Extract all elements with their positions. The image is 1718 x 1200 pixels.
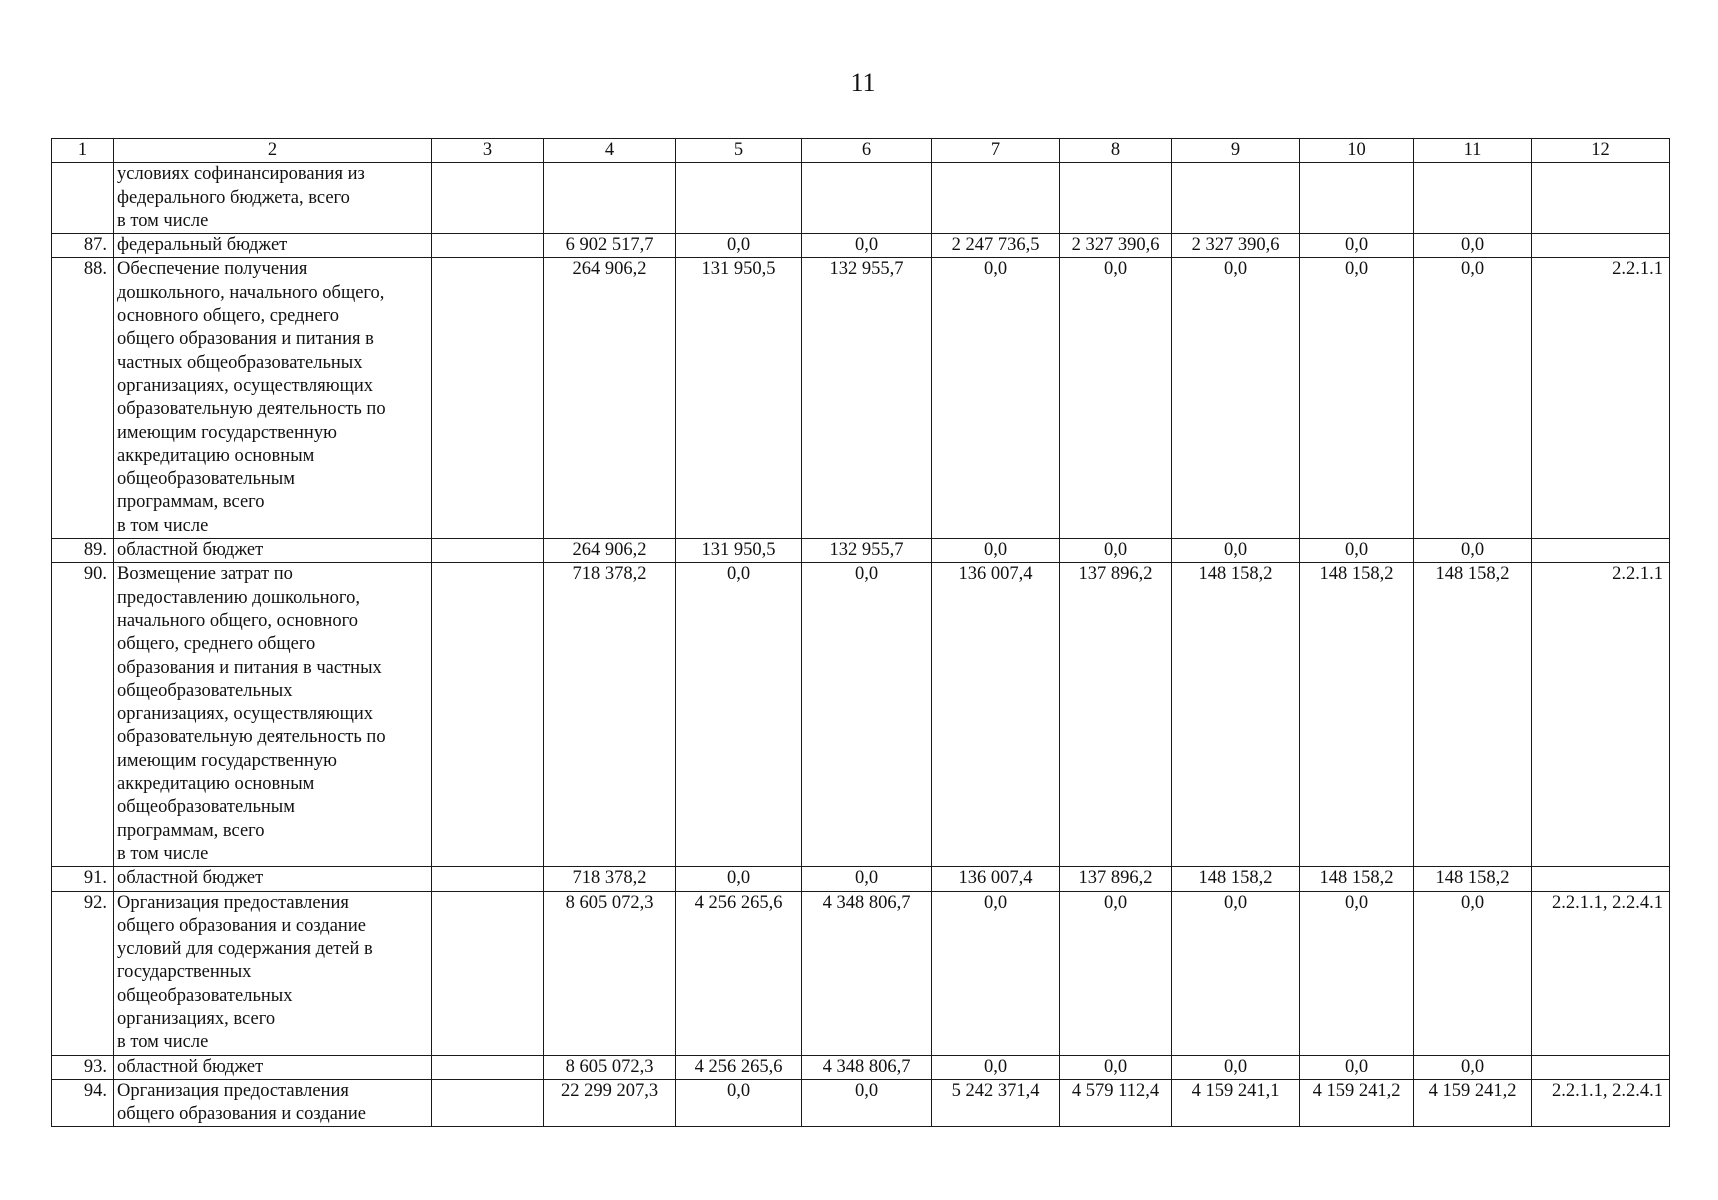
row-value-cell: 22 299 207,3 [544, 1079, 676, 1127]
row-value-cell: 8 605 072,3 [544, 891, 676, 1055]
header-cell: 7 [932, 139, 1060, 163]
header-cell: 9 [1172, 139, 1300, 163]
row-name-cell: Организация предоставления общего образования и создание [114, 1079, 432, 1127]
row-col3-cell [432, 891, 544, 1055]
row-value-cell [1300, 163, 1414, 234]
row-goal-cell [1532, 163, 1670, 234]
row-col3-cell [432, 563, 544, 867]
row-value-cell [1172, 163, 1300, 234]
row-value-cell: 2 327 390,6 [1172, 234, 1300, 258]
header-cell: 12 [1532, 139, 1670, 163]
row-goal-cell [1532, 539, 1670, 563]
row-value-cell: 0,0 [1414, 258, 1532, 539]
row-value-cell: 0,0 [1414, 1055, 1532, 1079]
row-name-cell: областной бюджет [114, 539, 432, 563]
row-value-cell: 0,0 [676, 867, 802, 891]
budget-table [51, 138, 1670, 1127]
row-number-cell: 90. [52, 563, 114, 867]
row-col3-cell [432, 258, 544, 539]
row-value-cell [802, 163, 932, 234]
row-value-cell: 0,0 [1300, 891, 1414, 1055]
row-value-cell: 0,0 [802, 563, 932, 867]
row-goal-cell: 2.2.1.1, 2.2.4.1 [1532, 891, 1670, 1055]
row-value-cell: 0,0 [802, 234, 932, 258]
row-value-cell: 0,0 [1414, 539, 1532, 563]
row-col3-cell [432, 539, 544, 563]
table-row [52, 891, 1670, 1055]
row-value-cell: 264 906,2 [544, 258, 676, 539]
row-name-cell: областной бюджет [114, 1055, 432, 1079]
row-col3-cell [432, 1079, 544, 1127]
row-value-cell: 0,0 [1300, 539, 1414, 563]
header-cell: 10 [1300, 139, 1414, 163]
row-value-cell: 0,0 [1172, 1055, 1300, 1079]
row-value-cell: 0,0 [1300, 234, 1414, 258]
row-value-cell: 0,0 [802, 1079, 932, 1127]
row-number-cell: 88. [52, 258, 114, 539]
row-value-cell: 137 896,2 [1060, 867, 1172, 891]
row-col3-cell [432, 234, 544, 258]
row-value-cell [1414, 163, 1532, 234]
header-cell: 8 [1060, 139, 1172, 163]
table-row [52, 1055, 1670, 1079]
row-value-cell: 0,0 [1300, 258, 1414, 539]
row-value-cell [932, 163, 1060, 234]
row-value-cell: 148 158,2 [1300, 867, 1414, 891]
row-value-cell: 4 348 806,7 [802, 891, 932, 1055]
header-cell: 4 [544, 139, 676, 163]
row-goal-cell [1532, 234, 1670, 258]
row-value-cell: 0,0 [1060, 1055, 1172, 1079]
row-name-cell: Обеспечение получения дошкольного, начального общего, основного общего, среднего общего образования и питания в частных общеобразовательных организациях, осуществляющих образовательную деятельность по имеющим государственную аккредитацию основным общеобразовательным программам, всего в том числе [114, 258, 432, 539]
table-row [52, 867, 1670, 891]
row-value-cell [544, 163, 676, 234]
row-value-cell: 148 158,2 [1172, 867, 1300, 891]
row-value-cell: 5 242 371,4 [932, 1079, 1060, 1127]
header-cell: 5 [676, 139, 802, 163]
page-number: 11 [850, 68, 876, 97]
row-value-cell: 4 256 265,6 [676, 1055, 802, 1079]
table-row [52, 163, 1670, 234]
row-number-cell: 94. [52, 1079, 114, 1127]
row-value-cell: 0,0 [1172, 539, 1300, 563]
row-value-cell: 4 159 241,2 [1414, 1079, 1532, 1127]
row-value-cell: 132 955,7 [802, 258, 932, 539]
header-cell: 2 [114, 139, 432, 163]
row-name-cell: условиях софинансирования из федерального бюджета, всего в том числе [114, 163, 432, 234]
row-value-cell: 4 256 265,6 [676, 891, 802, 1055]
row-goal-cell: 2.2.1.1, 2.2.4.1 [1532, 1079, 1670, 1127]
row-value-cell: 148 158,2 [1414, 867, 1532, 891]
row-number-cell [52, 163, 114, 234]
row-value-cell: 132 955,7 [802, 539, 932, 563]
row-value-cell: 148 158,2 [1414, 563, 1532, 867]
row-value-cell: 0,0 [1172, 891, 1300, 1055]
table-row [52, 234, 1670, 258]
row-value-cell: 0,0 [676, 234, 802, 258]
row-value-cell: 8 605 072,3 [544, 1055, 676, 1079]
row-value-cell: 2 327 390,6 [1060, 234, 1172, 258]
row-goal-cell: 2.2.1.1 [1532, 563, 1670, 867]
header-cell: 1 [52, 139, 114, 163]
row-value-cell: 0,0 [676, 563, 802, 867]
table-header-row [52, 139, 1670, 163]
row-value-cell: 0,0 [802, 867, 932, 891]
row-number-cell: 93. [52, 1055, 114, 1079]
row-value-cell [676, 163, 802, 234]
row-value-cell: 0,0 [932, 539, 1060, 563]
row-number-cell: 92. [52, 891, 114, 1055]
row-value-cell: 0,0 [1414, 891, 1532, 1055]
header-cell: 3 [432, 139, 544, 163]
row-value-cell: 0,0 [1300, 1055, 1414, 1079]
row-value-cell: 131 950,5 [676, 258, 802, 539]
header-cell: 6 [802, 139, 932, 163]
row-value-cell: 0,0 [676, 1079, 802, 1127]
row-value-cell: 0,0 [932, 891, 1060, 1055]
row-value-cell: 718 378,2 [544, 563, 676, 867]
row-value-cell: 2 247 736,5 [932, 234, 1060, 258]
row-col3-cell [432, 867, 544, 891]
row-name-cell: Возмещение затрат по предоставлению дошкольного, начального общего, основного общего, среднего общего образования и питания в частных общеобразовательных организациях, осуществляющих образовательную деятельность по имеющим государственную аккредитацию основным общеобразовательным программам, всего в том числе [114, 563, 432, 867]
row-value-cell: 264 906,2 [544, 539, 676, 563]
row-value-cell: 0,0 [1172, 258, 1300, 539]
header-cell: 11 [1414, 139, 1532, 163]
row-value-cell: 4 348 806,7 [802, 1055, 932, 1079]
row-value-cell: 148 158,2 [1300, 563, 1414, 867]
row-value-cell: 0,0 [1060, 258, 1172, 539]
row-value-cell: 0,0 [1414, 234, 1532, 258]
row-value-cell: 4 159 241,2 [1300, 1079, 1414, 1127]
row-value-cell: 4 579 112,4 [1060, 1079, 1172, 1127]
row-value-cell: 0,0 [932, 1055, 1060, 1079]
row-number-cell: 87. [52, 234, 114, 258]
row-value-cell: 136 007,4 [932, 563, 1060, 867]
row-name-cell: областной бюджет [114, 867, 432, 891]
row-name-cell: Организация предоставления общего образования и создание условий для содержания детей в государственных общеобразовательных организациях, всего в том числе [114, 891, 432, 1055]
table-row [52, 258, 1670, 539]
row-value-cell: 148 158,2 [1172, 563, 1300, 867]
row-value-cell: 0,0 [1060, 891, 1172, 1055]
row-value-cell: 137 896,2 [1060, 563, 1172, 867]
row-number-cell: 91. [52, 867, 114, 891]
table-row [52, 563, 1670, 867]
table-row [52, 539, 1670, 563]
row-value-cell [1060, 163, 1172, 234]
row-value-cell: 718 378,2 [544, 867, 676, 891]
row-name-cell: федеральный бюджет [114, 234, 432, 258]
row-number-cell: 89. [52, 539, 114, 563]
row-value-cell: 0,0 [932, 258, 1060, 539]
row-value-cell: 136 007,4 [932, 867, 1060, 891]
row-value-cell: 4 159 241,1 [1172, 1079, 1300, 1127]
row-col3-cell [432, 1055, 544, 1079]
row-goal-cell: 2.2.1.1 [1532, 258, 1670, 539]
row-value-cell: 6 902 517,7 [544, 234, 676, 258]
row-col3-cell [432, 163, 544, 234]
row-goal-cell [1532, 867, 1670, 891]
row-value-cell: 131 950,5 [676, 539, 802, 563]
row-value-cell: 0,0 [1060, 539, 1172, 563]
row-goal-cell [1532, 1055, 1670, 1079]
table-row [52, 1079, 1670, 1127]
